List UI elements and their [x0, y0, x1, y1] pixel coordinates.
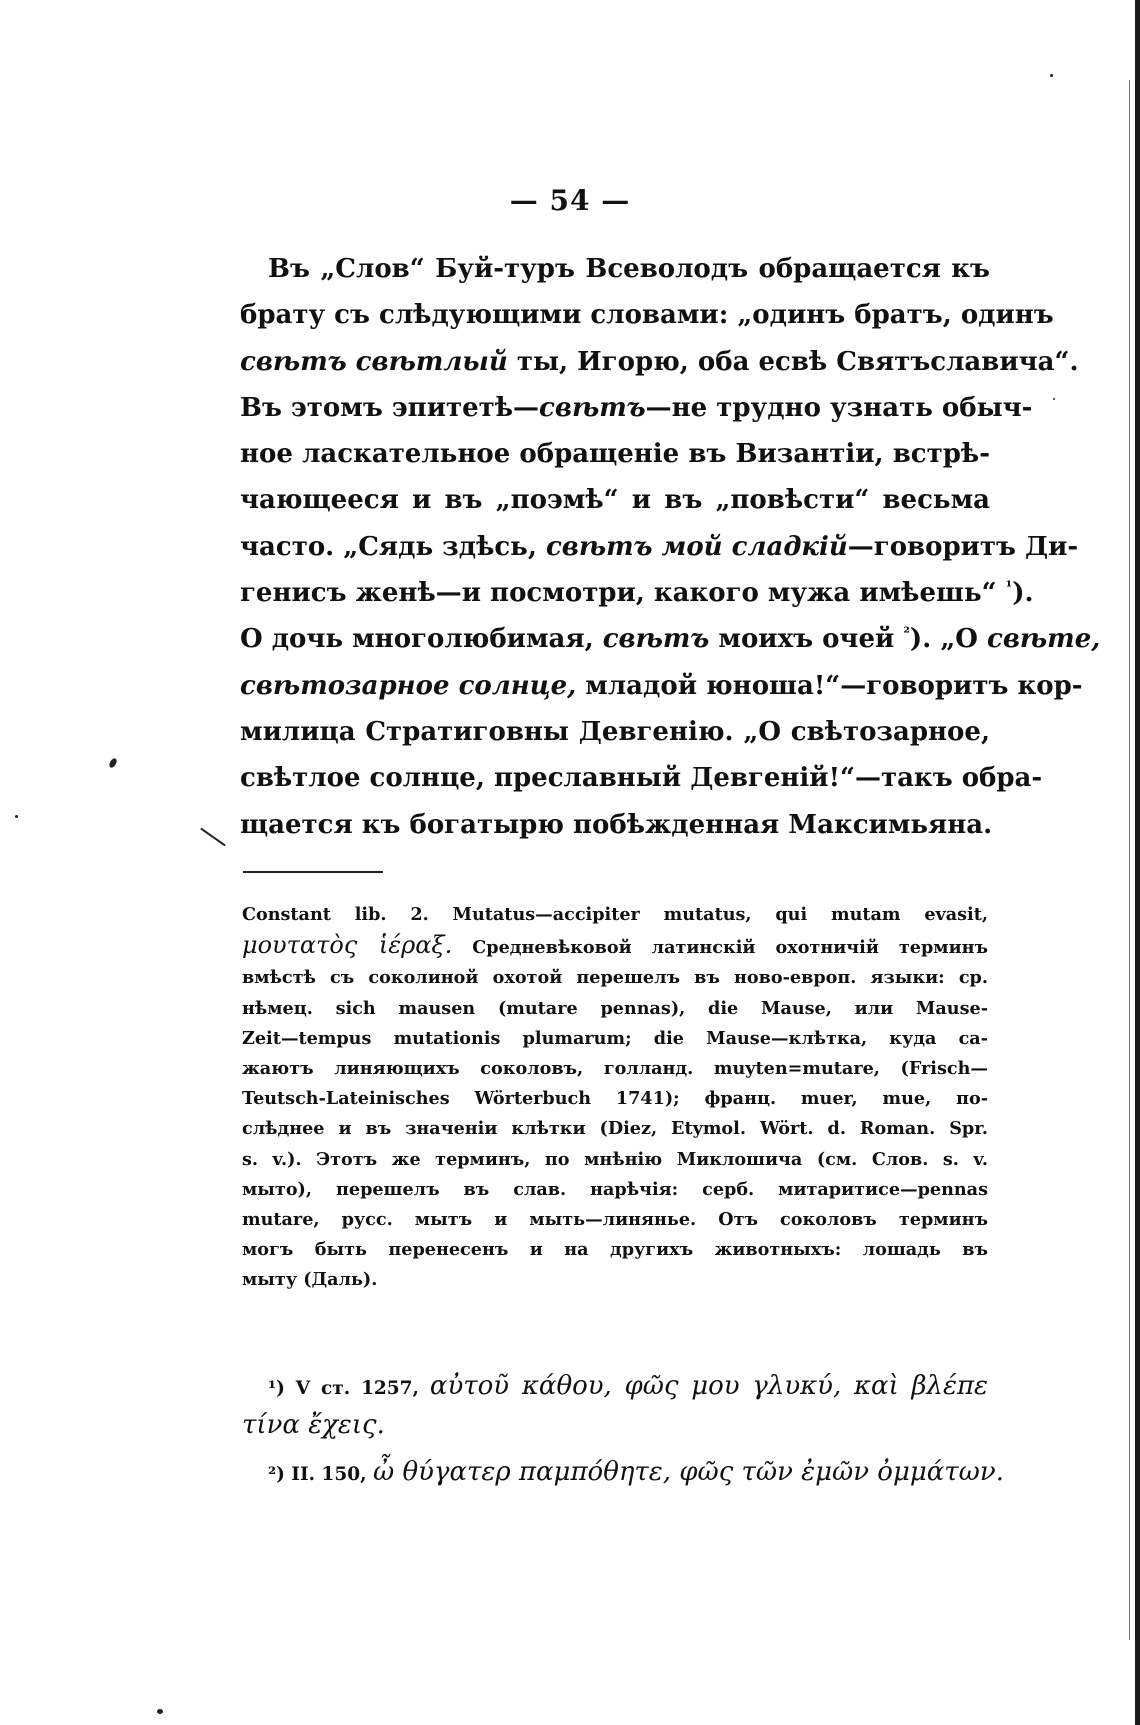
text-line: чающееся и въ „поэмѣ“ и въ „повѣсти“ весьма — [240, 485, 990, 516]
greek-quote: αὐτοῦ κάθου, φῶς μου γλυκύ, καὶ βλέπε — [429, 1371, 988, 1401]
footnote-line: жаютъ линяющихъ соколовъ, голланд. muyten=mutare, (Frisch— — [242, 1058, 988, 1080]
text-line: часто. „Сядь здѣсь, свѣтъ мой сладкій—говоритъ Ди- — [240, 531, 1079, 562]
footnote-1 — [242, 1368, 988, 1446]
footnote-line: Zeit—tempus mutationis plumarum; die Mause—клѣтка, куда са- — [242, 1027, 988, 1049]
footnote-ref-2: ² — [903, 623, 910, 642]
ink-speck — [1050, 74, 1053, 77]
text-line: генисъ женѣ—и посмотри, какого мужа имѣешь“ $^{^1}$). — [240, 577, 1034, 609]
ink-stroke — [200, 828, 226, 847]
page-number: — 54 — — [509, 184, 631, 217]
ink-speck — [157, 1709, 163, 1714]
page-edge-shadow — [1135, 0, 1140, 1725]
footnote-line: mutare, русс. мытъ и мыть—линянье. Отъ соколовъ терминъ — [242, 1209, 988, 1231]
ink-speck — [1053, 398, 1055, 400]
footnote-line: s. v.). Этотъ же терминъ, по мнѣнію Миклошича (см. Слов. s. v. — [242, 1148, 988, 1170]
footnote-line — [242, 1407, 988, 1446]
ink-speck — [15, 815, 18, 818]
text-line: Въ этомъ эпитетѣ—свѣтъ—не трудно узнать обыч- — [240, 392, 1033, 423]
greek-quote: τίνα ἔχεις. — [242, 1410, 385, 1440]
main-paragraph — [240, 246, 1101, 848]
footnote-line: Teutsch-Lateinisches Wörterbuch 1741); франц. muer, mue, по- — [242, 1088, 988, 1110]
text-line: брату съ слѣдующими словами: „одинъ братъ, одинъ — [240, 300, 1054, 331]
footnote-line: могъ быть перенесенъ и на другихъ животныхъ: лошадь въ — [242, 1239, 988, 1261]
text-line: милица Стратиговны Девгенію. „О свѣтозарное, — [240, 716, 990, 747]
footnote-2 — [242, 1454, 1004, 1493]
footnote-main — [242, 900, 988, 1296]
footnote-line: ²) II. 150, ὦ θύγατερ παμπόθητε, φῶς τῶν ἐμῶν ὀμμάτων. — [268, 1457, 1004, 1487]
greek-phrase: μουτατὸς ἱέραξ. — [242, 931, 453, 960]
footnote-ref-1: ¹ — [1005, 577, 1013, 596]
text-line: Въ „Слов“ Буй-туръ Всеволодъ обращается къ — [268, 254, 990, 284]
greek-quote: ὦ θύγατερ παμπόθητε, φῶς τῶν ἐμῶν ὀμμάτων. — [373, 1457, 1004, 1487]
text-line: щается къ богатырю побѣжденная Максимьяна. — [240, 809, 993, 840]
footnote-line: мыту (Даль). — [242, 1269, 378, 1291]
footnote-line: μουτατὸς ἱέραξ. Средневѣковой латинскій охотничій терминъ — [242, 931, 988, 960]
text-line: О дочь многолюбимая, свѣтъ моихъ очей $^{^2}$). „О свѣте, — [240, 623, 1101, 655]
ink-speck — [108, 757, 118, 769]
footnote-line: ¹) V ст. 1257, αὐτοῦ κάθου, φῶς μου γλυκύ, καὶ βλέπε — [268, 1371, 988, 1401]
page-edge-line — [1129, 80, 1130, 1640]
footnote-line: вмѣстѣ съ соколиной охотой перешелъ въ ново-европ. языки: ср. — [242, 967, 988, 989]
text-line: свѣтлое солнце, преславный Девгеній!“—такъ обра- — [240, 763, 1043, 794]
text-line: свѣтъ свѣтлый ты, Игорю, оба есвѣ Святъславича“. — [240, 346, 1079, 377]
footnote-line: нѣмец. sich mausen (mutare pennas), die Mause, или Mause- — [242, 997, 988, 1019]
text-line: свѣтозарное солнце, младой юноша!“—говоритъ кор- — [240, 670, 1083, 701]
footnote-line: слѣднее и въ значеніи клѣтки (Diez, Etymol. Wört. d. Roman. Spr. — [242, 1118, 988, 1140]
text-line: ное ласкательное обращеніе въ Византіи, встрѣ- — [240, 439, 990, 470]
footnote-line: мыто), перешелъ въ слав. нарѣчія: серб. митаритисе—pennas — [242, 1178, 988, 1200]
footnote-line: Constant lib. 2. Mutatus—accipiter mutatus, qui mutam evasit, — [242, 904, 988, 925]
footnote-separator — [243, 871, 383, 873]
